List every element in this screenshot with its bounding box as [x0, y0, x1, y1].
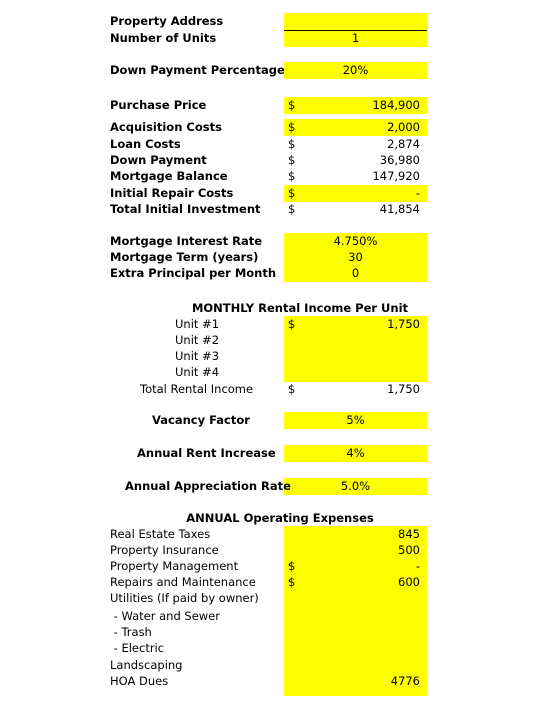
unit-label: Unit #4: [175, 365, 220, 379]
unit-dollar: $: [288, 317, 296, 331]
rent-increase-value[interactable]: 4%: [346, 446, 365, 460]
cost-dollar: $: [288, 202, 296, 216]
cost-value: 2,874: [387, 137, 420, 151]
cost-input-cell[interactable]: [284, 185, 427, 202]
expense-label: Property Management: [110, 559, 239, 573]
unit-label: Unit #1: [175, 317, 220, 331]
expenses-heading: ANNUAL Operating Expenses: [186, 511, 374, 525]
cost-value[interactable]: 184,900: [372, 98, 420, 112]
expense-label: - Trash: [110, 625, 152, 639]
appreciation-rate-label: Annual Appreciation Rate: [125, 479, 291, 493]
expense-value[interactable]: -: [415, 559, 420, 573]
cost-label: Mortgage Balance: [110, 169, 228, 183]
expense-label: Real Estate Taxes: [110, 527, 211, 541]
cost-dollar: $: [288, 153, 296, 167]
cost-value[interactable]: -: [415, 186, 420, 200]
expense-label: HOA Dues: [110, 674, 169, 688]
cost-value: 36,980: [379, 153, 420, 167]
total-rental-income-label: Total Rental Income: [140, 382, 254, 396]
property-address-label: Property Address: [110, 14, 224, 28]
mortgage-value[interactable]: 4.750%: [333, 234, 378, 248]
cost-dollar: $: [288, 186, 296, 200]
cost-dollar: $: [288, 137, 296, 151]
expense-label: Landscaping: [110, 658, 183, 672]
expense-label: Repairs and Maintenance: [110, 575, 256, 589]
appreciation-rate-value[interactable]: 5.0%: [340, 479, 371, 493]
unit-label: Unit #3: [175, 349, 220, 363]
expense-label: Property Insurance: [110, 543, 219, 557]
expense-dollar: $: [288, 575, 296, 589]
cost-dollar: $: [288, 98, 296, 112]
cost-dollar: $: [288, 169, 296, 183]
expense-value[interactable]: 845: [398, 527, 420, 541]
cost-value: 147,920: [372, 169, 420, 183]
cost-label: Total Initial Investment: [110, 202, 261, 216]
cost-dollar: $: [288, 120, 296, 134]
total-rental-income-dollar: $: [288, 382, 296, 396]
unit-value[interactable]: 1,750: [387, 317, 420, 331]
rent-increase-label: Annual Rent Increase: [137, 446, 276, 460]
mortgage-label: Mortgage Interest Rate: [110, 234, 263, 248]
mortgage-label: Extra Principal per Month: [110, 266, 277, 280]
cost-value[interactable]: 2,000: [387, 120, 420, 134]
vacancy-factor-value[interactable]: 5%: [346, 413, 365, 427]
mortgage-value[interactable]: 0: [351, 266, 360, 280]
cost-value: 41,854: [379, 202, 420, 216]
cost-label: Purchase Price: [110, 98, 207, 112]
cost-label: Initial Repair Costs: [110, 186, 234, 200]
down-payment-pct-label: Down Payment Percentage: [110, 63, 285, 77]
rental-income-heading: MONTHLY Rental Income Per Unit: [191, 301, 409, 315]
cost-label: Loan Costs: [110, 137, 181, 151]
vacancy-factor-label: Vacancy Factor: [152, 413, 250, 427]
total-rental-income-value: 1,750: [387, 382, 420, 396]
expense-value[interactable]: 500: [398, 543, 420, 557]
mortgage-value[interactable]: 30: [348, 250, 363, 264]
cost-label: Down Payment: [110, 153, 207, 167]
expense-label: - Water and Sewer: [110, 609, 220, 623]
expense-value[interactable]: 600: [398, 575, 420, 589]
expense-dollar: $: [288, 559, 296, 573]
number-of-units-label: Number of Units: [110, 31, 217, 45]
mortgage-label: Mortgage Term (years): [110, 250, 259, 264]
number-of-units-value[interactable]: 1: [351, 31, 360, 45]
expense-value[interactable]: 4776: [390, 674, 420, 688]
down-payment-pct-value[interactable]: 20%: [342, 63, 369, 77]
cost-label: Acquisition Costs: [110, 120, 222, 134]
expense-label: Utilities (If paid by owner): [110, 591, 259, 605]
unit-label: Unit #2: [175, 333, 220, 347]
expense-label: - Electric: [110, 641, 165, 655]
address-input-cell[interactable]: [284, 13, 427, 30]
